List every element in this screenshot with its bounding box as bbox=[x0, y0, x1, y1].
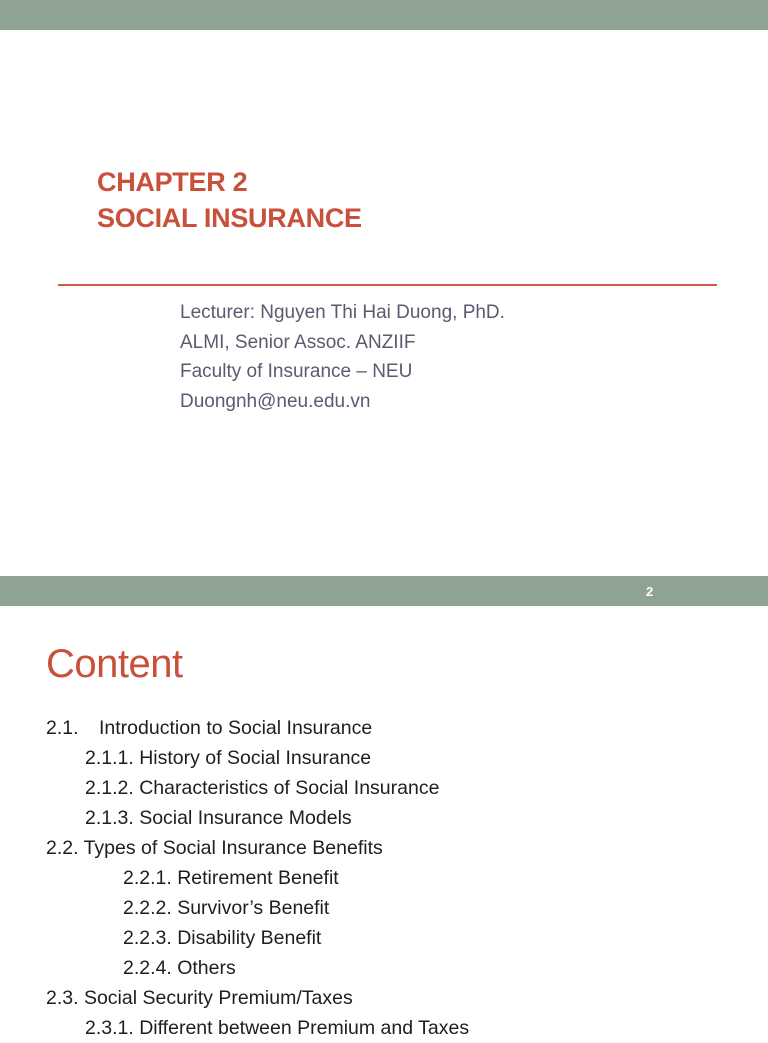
toc-item-2-2-3: 2.2.3. Disability Benefit bbox=[123, 927, 322, 949]
title-divider bbox=[58, 284, 717, 286]
toc-item-2-1 bbox=[0, 713, 768, 743]
lecturer-credentials: ALMI, Senior Assoc. ANZIIF bbox=[180, 331, 416, 353]
lecturer-name: Lecturer: Nguyen Thi Hai Duong, PhD. bbox=[180, 302, 505, 323]
toc-item-2-3-1: 2.3.1. Different between Premium and Taxes bbox=[85, 1017, 470, 1039]
table-of-contents bbox=[0, 713, 768, 1043]
content-heading: Content bbox=[46, 642, 183, 686]
chapter-title-line-2: SOCIAL INSURANCE bbox=[97, 203, 362, 233]
chapter-title bbox=[97, 164, 362, 236]
toc-item-2-1-1: 2.1.1. History of Social Insurance bbox=[85, 747, 372, 769]
toc-item-2-2-4: 2.2.4. Others bbox=[123, 957, 236, 979]
toc-item-2-1-3: 2.1.3. Social Insurance Models bbox=[85, 807, 352, 829]
lecturer-faculty: Faculty of Insurance – NEU bbox=[180, 361, 413, 383]
toc-item-text: Introduction to Social Insurance bbox=[99, 717, 373, 739]
slide-top-band bbox=[0, 0, 768, 30]
lecturer-info bbox=[180, 298, 505, 417]
lecturer-email: Duongnh@neu.edu.vn bbox=[180, 391, 371, 413]
toc-item-2-2-2: 2.2.2. Survivor’s Benefit bbox=[123, 897, 330, 919]
slide-number: 2 bbox=[646, 584, 654, 599]
toc-item-2-1-2: 2.1.2. Characteristics of Social Insurance bbox=[85, 777, 440, 799]
toc-item-number: 2.1. bbox=[46, 717, 79, 739]
toc-item-2-3: 2.3. Social Security Premium/Taxes bbox=[46, 987, 353, 1009]
toc-item-2-2-1: 2.2.1. Retirement Benefit bbox=[123, 867, 339, 889]
toc-item-2-2: 2.2. Types of Social Insurance Benefits bbox=[46, 837, 383, 859]
chapter-title-line-1: CHAPTER 2 bbox=[97, 167, 248, 197]
